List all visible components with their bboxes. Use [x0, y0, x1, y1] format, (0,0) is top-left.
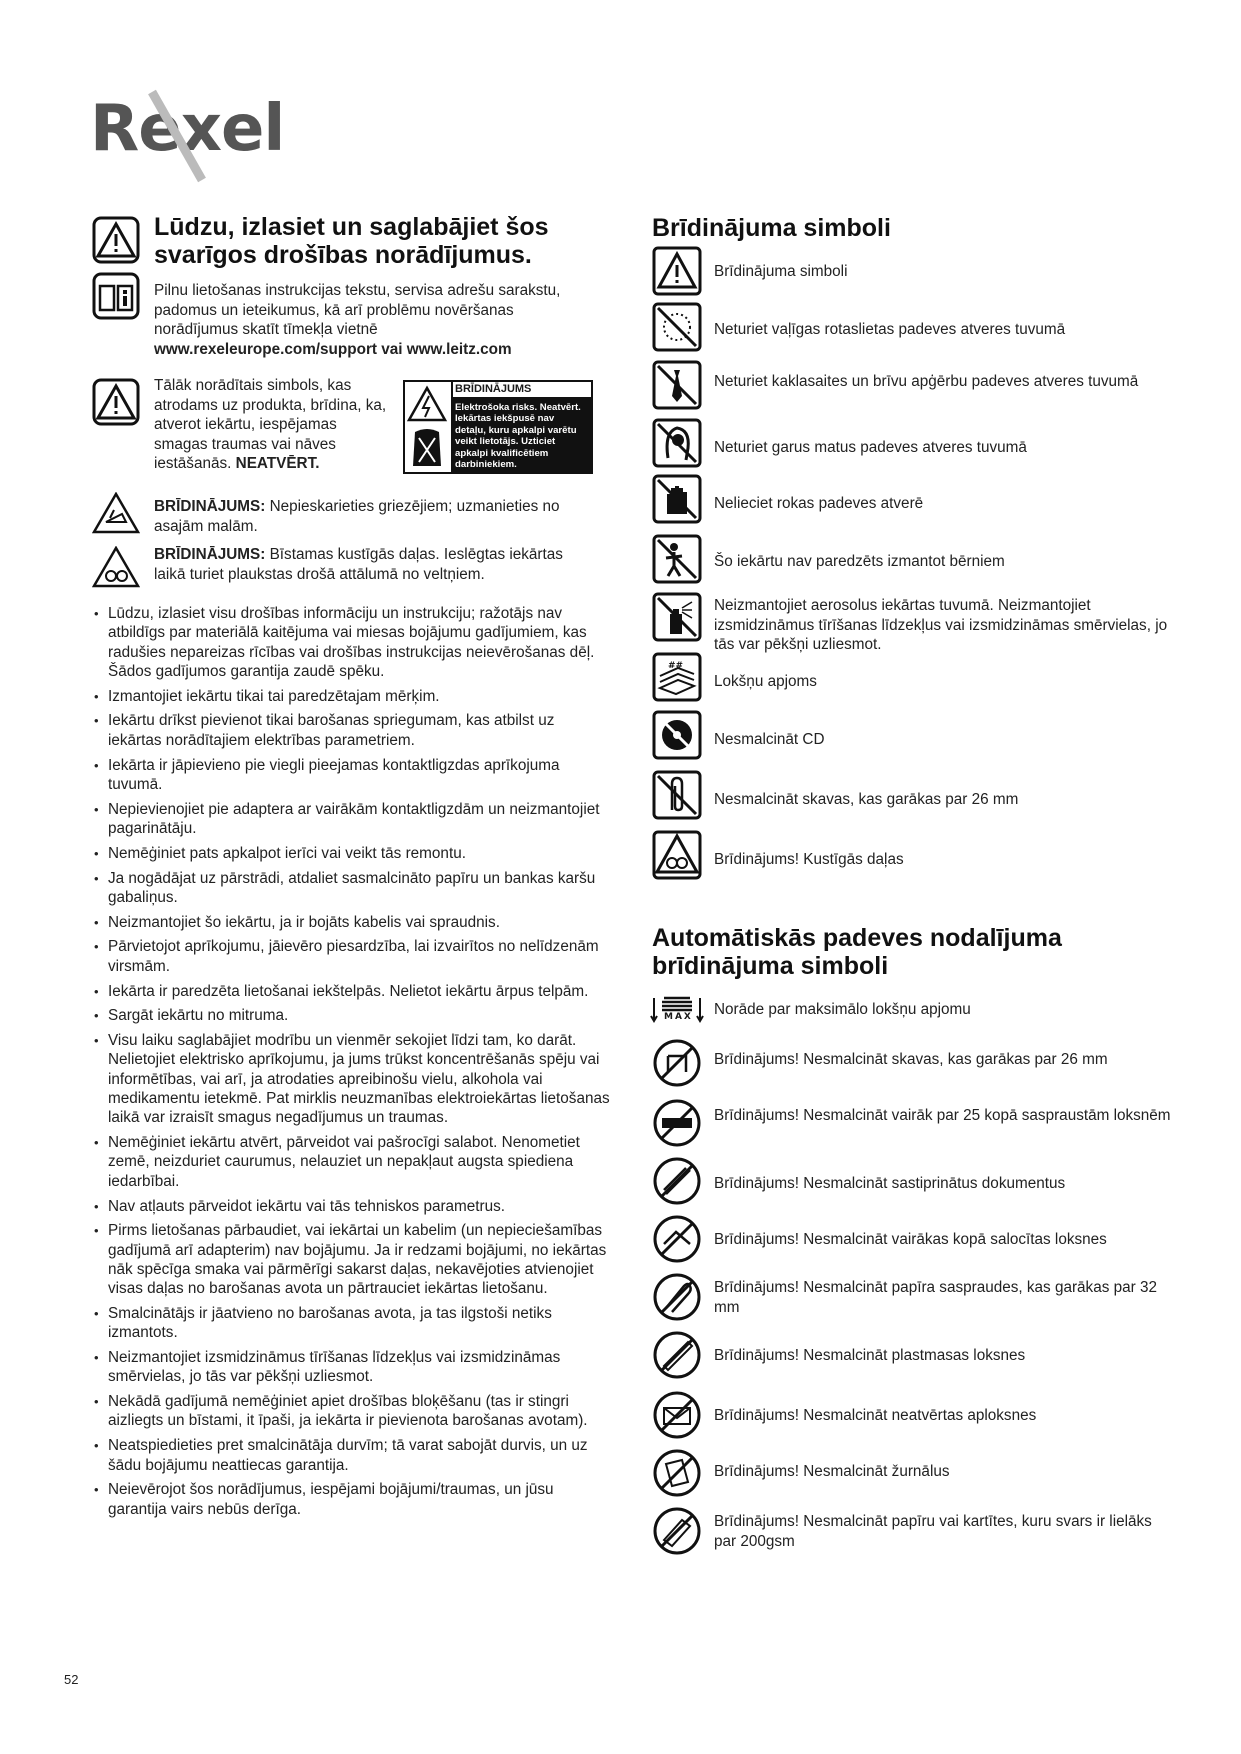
no-aerosol-icon — [652, 592, 702, 642]
symbol-description: Nesmalcināt CD — [714, 731, 825, 748]
symbol-description: Šo iekārtu nav paredzēts izmantot bērniem — [714, 553, 1005, 570]
warning-text: Bīstamas kustīgās daļas. Ieslēgtas iekārtas laikā turiet plaukstas drošā attālumā no veltņiem. — [154, 546, 563, 583]
symbol-description: Neturiet kaklasaites un brīvu apģērbu padeves atveres tuvumā — [714, 373, 1139, 390]
symbol-description: Brīdinājums! Nesmalcināt vairākas kopā salocītas loksnes — [714, 1231, 1107, 1248]
list-item: • Lūdzu, izlasiet visu drošības informāciju un instrukciju; ražotājs nav atbildīgs par materiālā kaitējuma vai miesas bojājumu gadījumiem, kas radušies nepareizas rīcības vai drošības instrukcijas neievērošanas dēļ. Šādos gadījumos garantija zaudē spēku. — [92, 604, 612, 681]
symbol-description: Brīdinājums! Nesmalcināt papīru vai kartītes, kuru svars ir lielāks par 200gsm — [714, 1513, 1152, 1550]
warning-text: Nepieskarieties griezējiem; uzmanieties no asajām malām. — [154, 498, 560, 535]
list-item: • Neizmantojiet šo iekārtu, ja ir bojāts kabelis vai spraudnis. — [92, 913, 612, 932]
list-item: • Neievērojot šos norādījumus, iespējami bojājumi/traumas, un jūsu garantija vairs nebūs derīga. — [92, 1480, 612, 1519]
sharp-edges-icon — [92, 492, 140, 534]
max-label: MAX — [664, 1012, 693, 1022]
list-item: • Izmantojiet iekārtu tikai tai paredzētajam mērķim. — [92, 687, 612, 706]
list-item: • Iekārtu drīkst pievienot tikai barošanas spriegumam, kas atbilst uz iekārtas norādītajiem elektrības parametriem. — [92, 711, 612, 750]
symbol-description: Lokšņu apjoms — [714, 673, 817, 690]
list-item: • Nepievienojiet pie adaptera ar vairākām kontaktligzdām un neizmantojiet pagarinātāju. — [92, 800, 612, 839]
sheet-capacity-icon — [652, 652, 702, 702]
do-not-open-label: NEATVĒRT. — [235, 455, 320, 472]
symbol-description: Nesmalcināt skavas, kas garākas par 26 mm — [714, 791, 1019, 808]
list-item: • Ja nogādājat uz pārstrādi, atdaliet sasmalcināto papīru un bankas karšu gabaliņus. — [92, 869, 612, 908]
warning-triangle-icon — [92, 378, 140, 426]
list-item: • Nemēģiniet pats apkalpot ierīci vai veikt tās remontu. — [92, 844, 612, 863]
symbol-description: Neturiet vaļīgas rotaslietas padeves atveres tuvumā — [714, 321, 1066, 338]
symbol-description: Brīdinājums! Kustīgās daļas — [714, 851, 904, 868]
auto-feed-section-title: Automātiskās padeves nodalījuma brīdinājuma simboli — [652, 924, 1062, 980]
symbol-description: Brīdinājums! Nesmalcināt skavas, kas garākas par 26 mm — [714, 1051, 1108, 1068]
list-item: • Smalcinātājs ir jāatvieno no barošanas avota, ja tas ilgstoši netiks izmantots. — [92, 1304, 612, 1343]
moving-parts-icon — [92, 546, 140, 588]
intro-paragraph: Pilnu lietošanas instrukcijas tekstu, servisa adrešu sarakstu, padomus un ieteikumus, kā arī problēmu novēršanas norādījumus skatīt tīmekļa vietnē — [154, 282, 561, 338]
symbol-description: Brīdinājums! Nesmalcināt vairāk par 25 kopā saspraustām loksnēm — [714, 1107, 1171, 1124]
moving-parts-icon — [652, 830, 702, 880]
no-envelope-icon — [652, 1390, 702, 1440]
list-item: • Nemēģiniet iekārtu atvērt, pārveidot vai pašrocīgi salabot. Nenometiet zemē, neizduriet caurumus, nelauziet un nepakļaut augsta spiediena iedarbībai. — [92, 1133, 612, 1191]
symbol-description: Norāde par maksimālo lokšņu apjomu — [714, 1001, 971, 1018]
manual-icon — [92, 272, 140, 320]
no-jewellery-icon — [652, 302, 702, 352]
max-sheets-icon — [650, 994, 704, 1024]
page-number: 52 — [64, 1672, 79, 1687]
no-magazine-icon — [652, 1448, 702, 1498]
list-item: • Pirms lietošanas pārbaudiet, vai iekārtai un kabelim (un nepieciešamības gadījumā arī adapterim) nav bojājumu. Ja ir redzami bojājumi, no iekārtas nāk spēcīga smaka vai pārmērīgi sakarst daļas, nekavējoties atvienojiet visas daļas no barošanas avota un pārtrauciet iekārtas lietošanu. — [92, 1221, 612, 1298]
list-item: • Iekārta ir jāpievieno pie viegli pieejamas kontaktligzdas aprīkojuma tuvumā. — [92, 756, 612, 795]
electric-shock-warning-label — [403, 380, 593, 474]
page-title: Lūdzu, izlasiet un saglabājiet šos svarīgos drošības norādījumus. — [154, 213, 549, 269]
list-item: • Visu laiku saglabājiet modrību un vienmēr sekojiet līdzi tam, ko darāt. Nelietojiet elektrisko aprīkojumu, ja jums trūkst koncentrēšanās spēju vai informētības, vai arī, ja atrodaties apreibinošu vielu, alkohola vai medikamentu ietekmē. Pat mirklis neuzmanības elektroiekārtas lietošanas laikā var izraisīt smagus negadījumus un traumas. — [92, 1031, 612, 1127]
warning-label: BRĪDINĀJUMS: — [154, 498, 266, 515]
no-bound-docs-icon — [652, 1156, 702, 1206]
support-links[interactable]: www.rexeleurope.com/support vai www.leitz.com — [154, 340, 512, 358]
no-heavy-paper-icon — [652, 1506, 702, 1556]
symbol-description: Brīdinājums! Nesmalcināt papīra saspraudes, kas garākas par 32 mm — [714, 1279, 1157, 1316]
symbols-section-title: Brīdinājuma simboli — [652, 214, 891, 242]
no-paperclip-icon — [652, 1272, 702, 1322]
warnbox-title: BRĪDINĀJUMS — [451, 382, 591, 399]
list-item: • Pārvietojot aprīkojumu, jāievēro piesardzība, lai izvairītos no nelīdzenām virsmām. — [92, 937, 612, 976]
no-plastic-icon — [652, 1330, 702, 1380]
no-stapled-stack-icon — [652, 1098, 702, 1148]
no-cd-icon — [652, 710, 702, 760]
warning-label: BRĪDINĀJUMS: — [154, 546, 266, 563]
list-item: • Sargāt iekārtu no mitruma. — [92, 1006, 612, 1025]
symbol-description: Brīdinājuma simboli — [714, 263, 848, 280]
no-children-icon — [652, 534, 702, 584]
no-hands-icon — [652, 474, 702, 524]
symbol-description: Brīdinājums! Nesmalcināt sastiprinātus dokumentus — [714, 1175, 1066, 1192]
warnbox-body: Elektrošoka risks. Neatvērt. Iekārtas iekšpusē nav detaļu, kuru apkalpi varētu veikt lietotājs. Uzticiet apkalpi kvalificētiem darbiniekiem. — [451, 399, 591, 472]
warning-triangle-icon — [92, 216, 140, 264]
no-staples-icon — [652, 1038, 702, 1088]
symbol-explanation: Tālāk norādītais simbols, kas atrodams uz produkta, brīdina, ka, atverot iekārtu, iespējamas smagas traumas vai nāves iestāšanās. — [154, 377, 387, 472]
no-clip-icon — [652, 770, 702, 820]
symbol-description: Nelieciet rokas padeves atverē — [714, 495, 924, 512]
warning-triangle-icon — [652, 246, 702, 296]
safety-instructions-list — [92, 604, 612, 1524]
symbol-description: Neturiet garus matus padeves atveres tuvumā — [714, 439, 1027, 456]
list-item: • Nav atļauts pārveidot iekārtu vai tās tehniskos parametrus. — [92, 1197, 612, 1216]
symbol-description: Brīdinājums! Nesmalcināt neatvērtas aploksnes — [714, 1407, 1037, 1424]
rexel-logo — [90, 80, 290, 190]
symbol-description: Neizmantojiet aerosolus iekārtas tuvumā. Neizmantojiet izsmidzināmus tīrīšanas līdzekļus vai izsmidzināmas smērvielas, jo tās var pēkšņi uzliesmot. — [714, 597, 1168, 653]
svg-text:##: ## — [668, 661, 684, 671]
list-item: • Nekādā gadījumā nemēģiniet apiet drošības bloķēšanu (tas ir stingri aizliegts un bīstami, it īpaši, ja iekārta ir pievienota barošanas avotam). — [92, 1392, 612, 1431]
symbol-description: Brīdinājums! Nesmalcināt plastmasas loksnes — [714, 1347, 1026, 1364]
list-item: • Neizmantojiet izsmidzināmus tīrīšanas līdzekļus vai izsmidzināmas smērvielas, jo tās var pēkšņi uzliesmot. — [92, 1348, 612, 1387]
no-folded-icon — [652, 1214, 702, 1264]
symbol-description: Brīdinājums! Nesmalcināt žurnālus — [714, 1463, 950, 1480]
logo-text: Rexel — [90, 92, 285, 166]
no-long-hair-icon — [652, 418, 702, 468]
list-item: • Iekārta ir paredzēta lietošanai iekštelpās. Nelietot iekārtu ārpus telpām. — [92, 982, 612, 1001]
electric-shock-icon — [405, 382, 449, 472]
no-tie-icon — [652, 360, 702, 410]
list-item: • Neatspiedieties pret smalcinātāja durvīm; tā varat sabojāt durvis, un uz šādu bojājumu neattiecas garantija. — [92, 1436, 612, 1475]
